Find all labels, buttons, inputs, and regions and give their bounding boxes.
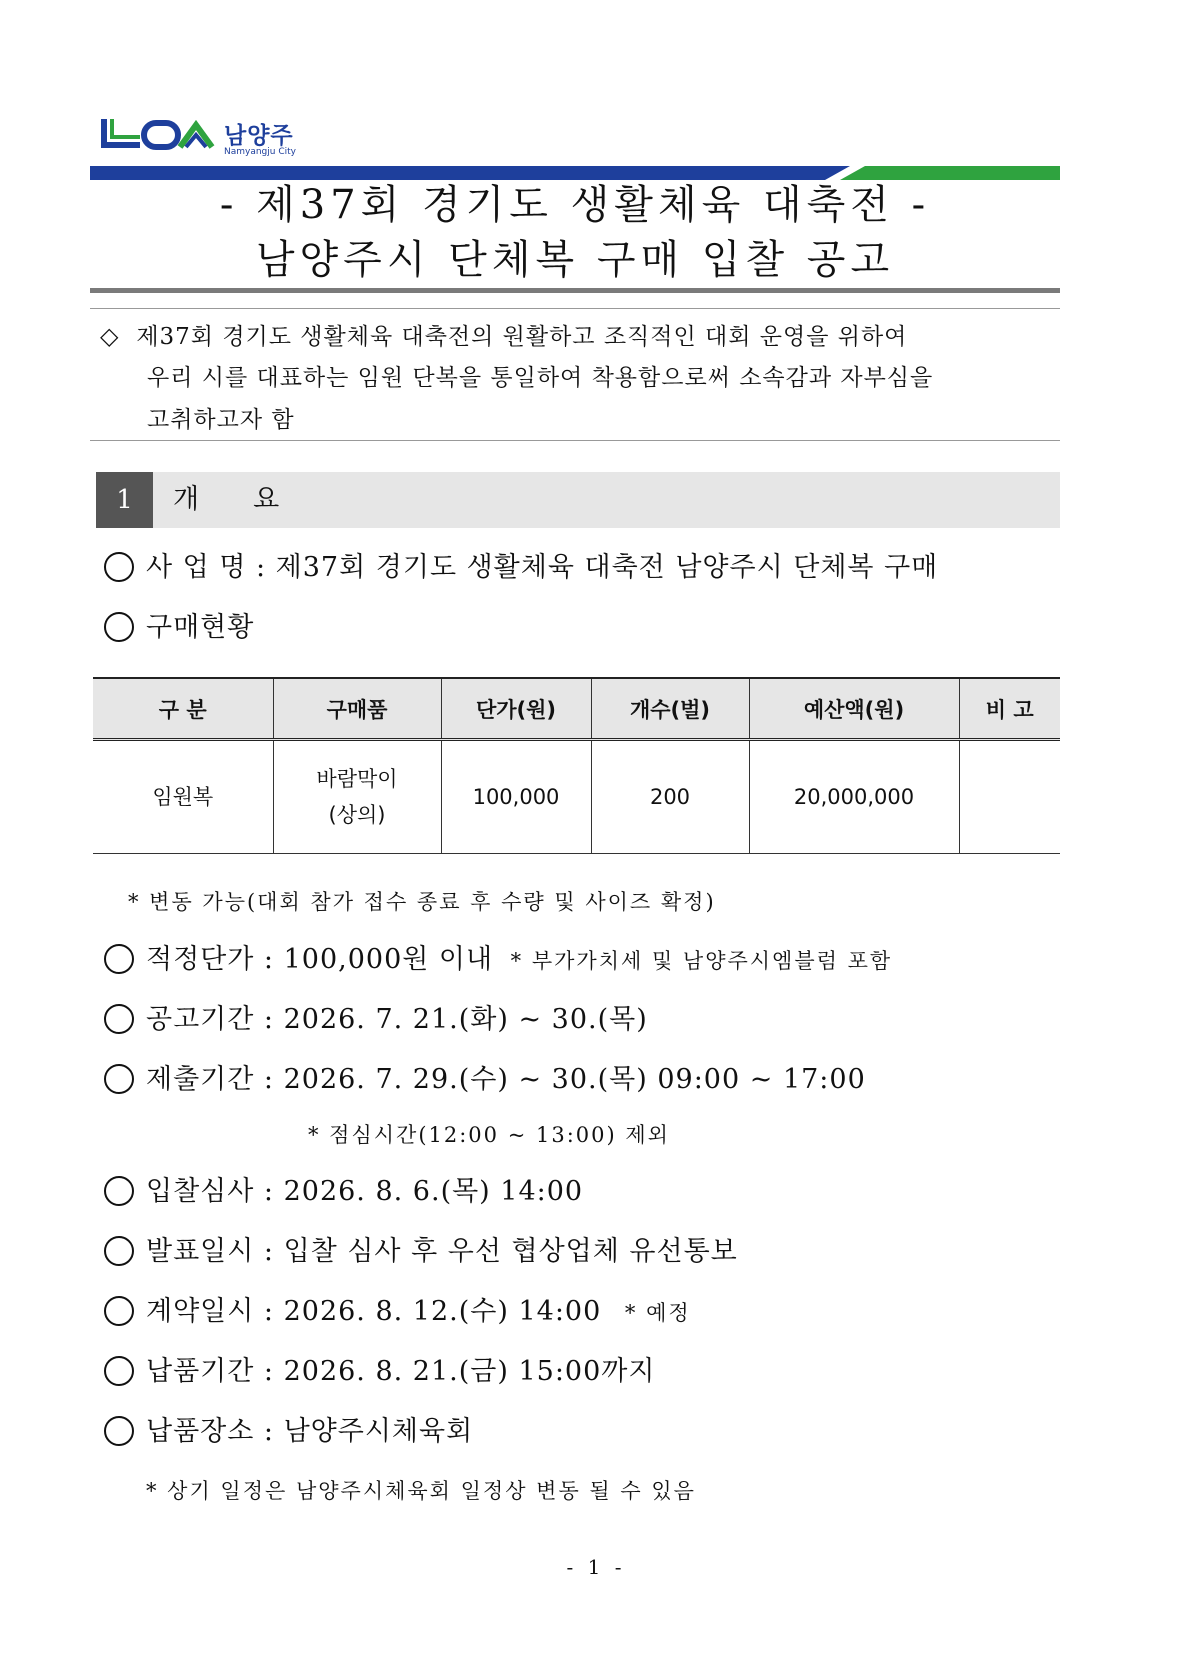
purpose-statement [100,315,1055,441]
cell-item-line-2: (상의) [328,803,386,827]
cell-category: 임원복 [93,740,273,854]
title-line-2: 남양주시 단체복 구매 입찰 공고 [255,237,895,283]
item-status-text: 구매현황 [146,612,255,643]
purpose-line-3: 고취하고자 함 [147,407,295,433]
circle-bullet-icon [104,1356,134,1386]
circle-bullet-icon [104,1064,134,1094]
variation-note: * 변동 가능(대회 참가 접수 종료 후 수량 및 사이즈 확정) [128,890,716,914]
item-submit-period [104,1060,866,1100]
namyangju-emblem-icon [100,115,218,157]
lunch-note: * 점심시간(12:00 ~ 13:00) 제외 [308,1123,670,1147]
table-row [93,740,1060,854]
page-number: - 1 - [566,1555,626,1579]
circle-bullet-icon [104,1416,134,1446]
item-contract-text: 계약일시 : 2026. 8. 12.(수) 14:00 [146,1296,602,1327]
item-contract-note: * 예정 [624,1301,691,1325]
purpose-top-rule [90,308,1060,309]
namyangju-logo [100,115,300,159]
logo-name-korean: 남양주 [224,123,294,149]
item-announce [104,1232,738,1272]
purchase-table [93,677,1060,854]
diamond-icon: ◇ [100,322,120,350]
item-delivery-place-text: 납품장소 : 남양주시체육회 [146,1416,474,1447]
item-delivery-place [104,1412,473,1452]
item-price-note: * 부가가치세 및 남양주시엠블럼 포함 [510,949,893,973]
section-title: 개 요 [173,484,280,515]
item-project-text: 사 업 명 : 제37회 경기도 생활체육 대축전 남양주시 단체복 구매 [146,552,939,583]
cell-unit-price: 100,000 [441,740,591,854]
purpose-line-2: 우리 시를 대표하는 임원 단복을 통일하여 착용함으로써 소속감과 자부심을 [147,365,934,391]
circle-bullet-icon [104,1176,134,1206]
item-delivery-period [104,1352,655,1392]
item-price [104,940,892,980]
circle-bullet-icon [104,612,134,642]
table-header-row [93,678,1060,740]
logo-name-english: Namyangju City [224,147,296,157]
section-number: 1 [96,472,153,528]
item-announce-text: 발표일시 : 입찰 심사 후 우선 협상업체 유선통보 [146,1236,738,1267]
header-color-bar [90,166,1060,180]
circle-bullet-icon [104,552,134,582]
item-review-text: 입찰심사 : 2026. 8. 6.(목) 14:00 [146,1176,584,1207]
header-budget: 예산액(원) [749,678,959,740]
cell-item-line-1: 바람막이 [316,767,398,791]
item-submit-text: 제출기간 : 2026. 7. 29.(수) ~ 30.(목) 09:00 ~ 17:00 [146,1064,866,1095]
header-item: 구매품 [273,678,441,740]
cell-quantity: 200 [591,740,749,854]
item-project-name [104,548,938,588]
item-purchase-status [104,608,254,648]
header-category: 구 분 [93,678,273,740]
title-line-1: - 제37회 경기도 생활체육 대축전 - [219,182,931,228]
item-delivery-period-text: 납품기간 : 2026. 8. 21.(금) 15:00까지 [146,1356,656,1387]
schedule-note: * 상기 일정은 남양주시체육회 일정상 변동 될 수 있음 [146,1479,696,1503]
header-quantity: 개수(벌) [591,678,749,740]
cell-budget: 20,000,000 [749,740,959,854]
circle-bullet-icon [104,944,134,974]
item-price-text: 적정단가 : 100,000원 이내 [146,944,494,975]
cell-remark [959,740,1060,854]
purpose-line-1: 제37회 경기도 생활체육 대축전의 원활하고 조직적인 대회 운영을 위하여 [136,324,908,350]
item-contract [104,1292,691,1332]
item-notice-text: 공고기간 : 2026. 7. 21.(화) ~ 30.(목) [146,1004,648,1035]
title-rule [90,288,1060,293]
circle-bullet-icon [104,1236,134,1266]
circle-bullet-icon [104,1004,134,1034]
circle-bullet-icon [104,1296,134,1326]
item-notice-period [104,1000,648,1040]
header-remark: 비 고 [959,678,1060,740]
section-header-overview [96,472,1060,528]
cell-item [273,740,441,854]
item-review [104,1172,583,1212]
header-unit-price: 단가(원) [441,678,591,740]
purpose-bottom-rule [90,440,1060,441]
